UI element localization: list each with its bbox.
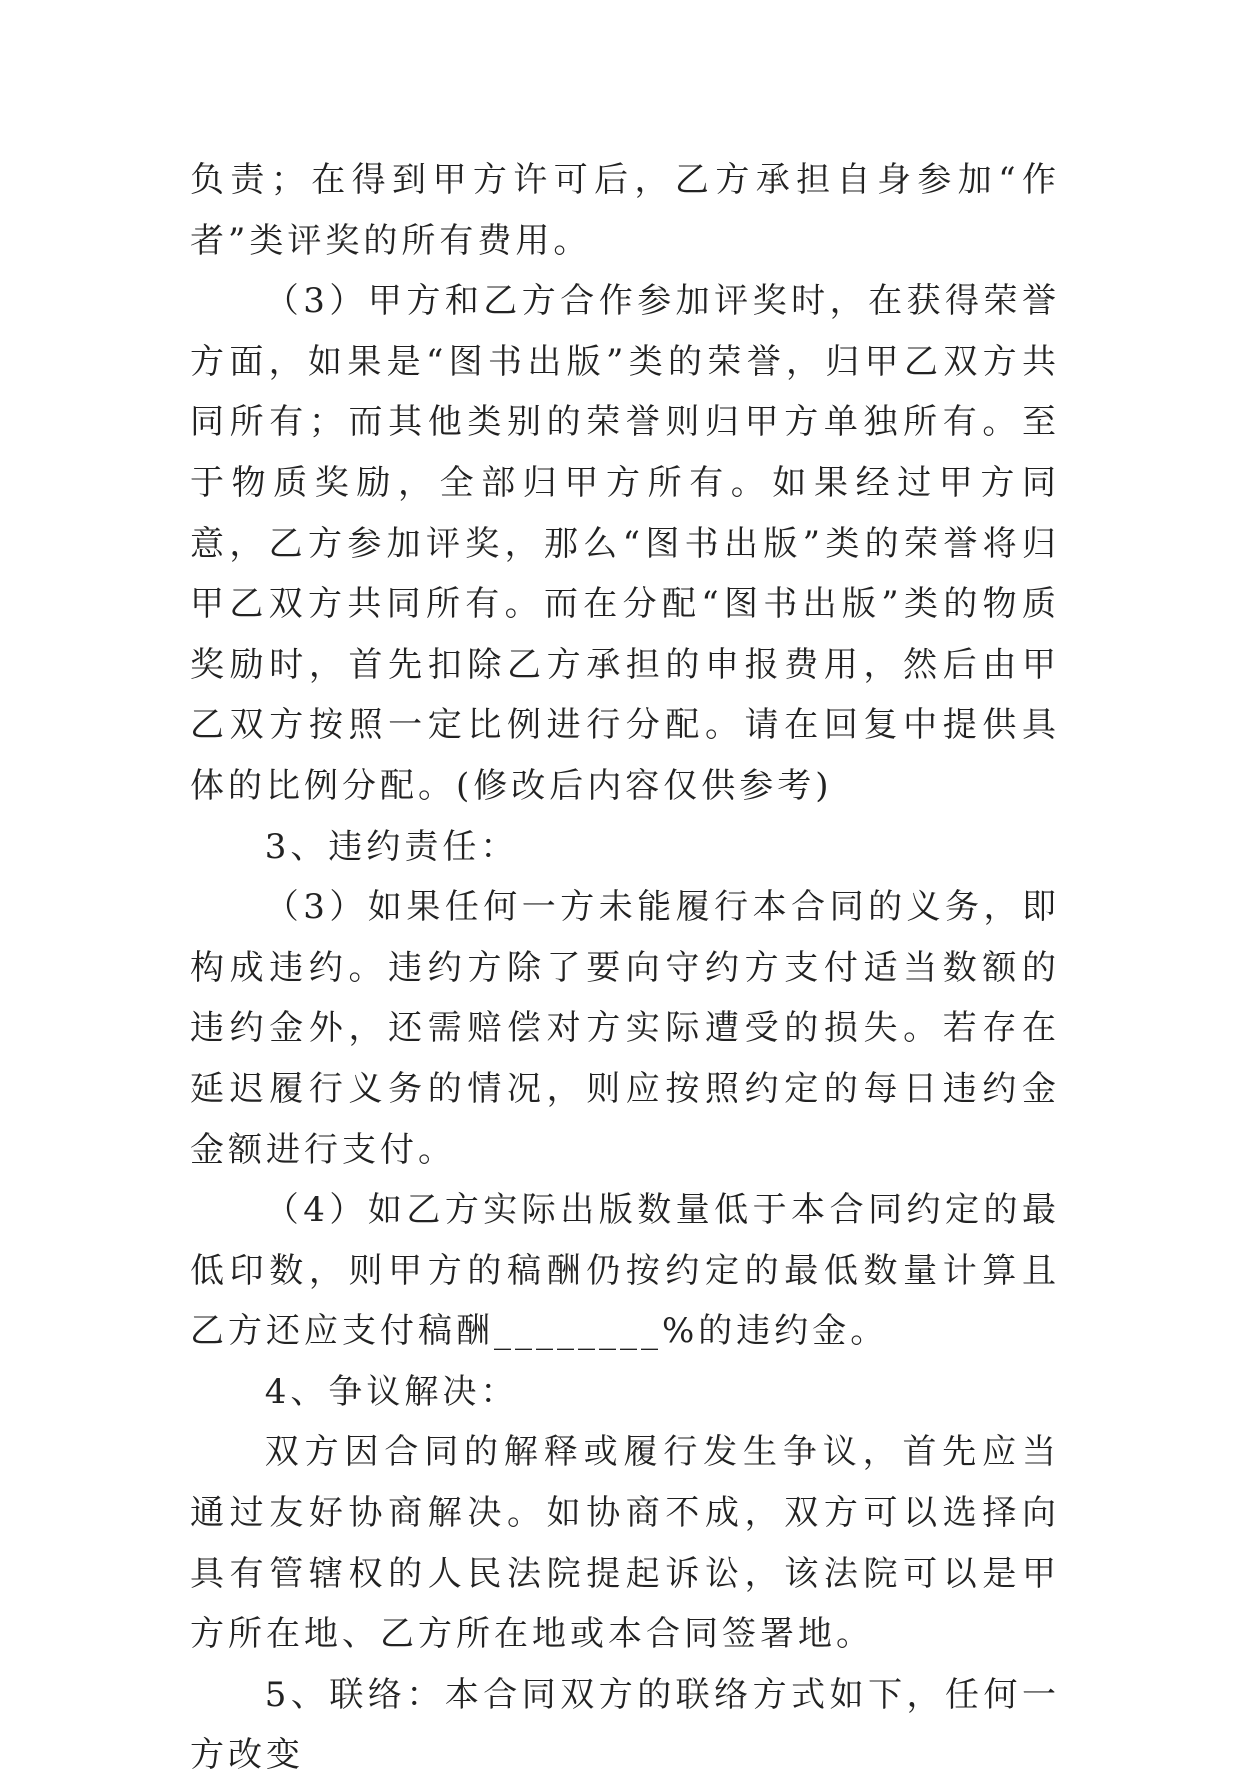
document-body — [190, 150, 1060, 1786]
paragraph-breach-obligations: （3）如果任何一方未能履行本合同的义务，即构成违约。违约方除了要向守约方支付适当数额的违约金外，还需赔偿对方实际遭受的损失。若存在延迟履行义务的情况，则应按照约定的每日违约金金额进行支付。 — [190, 887, 1060, 1170]
paragraph-joint-award-honors: （3）甲方和乙方合作参加评奖时，在获得荣誉方面，如果是“图书出版”类的荣誉，归甲乙双方共同所有；而其他类别的荣誉则归甲方单独所有。至于物质奖励，全部归甲方所有。如果经过甲方同意，乙方参加评奖，那么“图书出版”类的荣誉将归甲乙双方共同所有。而在分配“图书出版”类的物质奖励时，首先扣除乙方承担的申报费用，然后由甲乙双方按照一定比例进行分配。请在回复中提供具体的比例分配。(修改后内容仅供参考) — [190, 281, 1060, 806]
paragraph-author-award-costs: 负责；在得到甲方许可后，乙方承担自身参加“作者”类评奖的所有费用。 — [190, 160, 1060, 261]
paragraph-dispute-resolution: 双方因合同的解释或履行发生争议，首先应当通过友好协商解决。如协商不成，双方可以选择向具有管辖权的人民法院提起诉讼，该法院可以是甲方所在地、乙方所在地或本合同签署地。 — [190, 1432, 1060, 1655]
section-heading-contact: 5、联络：本合同双方的联络方式如下，任何一方改变 — [190, 1674, 1060, 1776]
paragraph-minimum-print-run: （4）如乙方实际出版数量低于本合同约定的最低印数，则甲方的稿酬仍按约定的最低数量计算且乙方还应支付稿酬________%的违约金。 — [190, 1190, 1060, 1352]
section-heading-dispute-resolution: 4、争议解决： — [264, 1371, 519, 1412]
section-heading-breach-liability: 3、违约责任： — [264, 826, 519, 867]
